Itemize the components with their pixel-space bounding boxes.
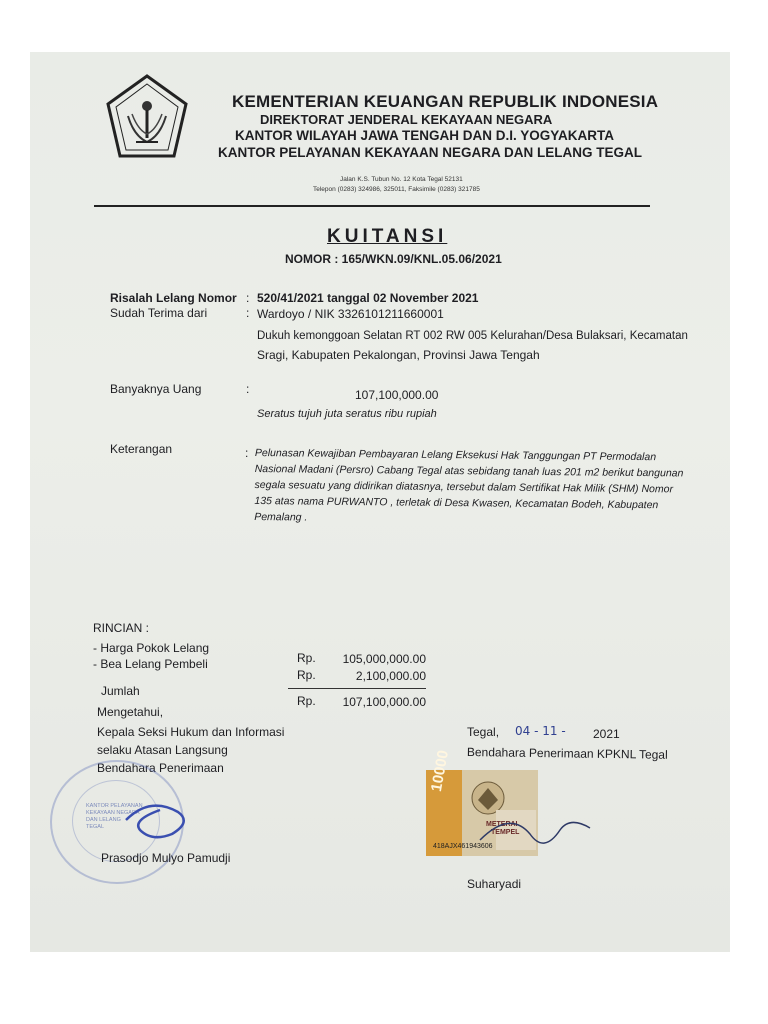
materai-serial: 418AJX461943606 [433, 843, 493, 850]
stamp-line: KANTOR PELAYANAN [86, 803, 143, 809]
rincian-item1-value: 105,000,000.00 [342, 652, 426, 666]
right-signature-scribble [470, 800, 600, 864]
amount-label: Banyaknya Uang [110, 382, 202, 396]
rincian-item1-label: - Harga Pokok Lelang [93, 641, 210, 655]
note-line: Pemalang . [254, 510, 308, 524]
ministry-emblem-icon [104, 72, 190, 172]
left-signer-position: Kepala Seksi Hukum dan Informasi [97, 725, 285, 739]
right-signer-name: Suharyadi [467, 877, 522, 891]
note-line: segala sesuatu yang didirikan diatasnya, tersebut dalam Sertifikat Hak Milik (SHM) Nomor [254, 478, 674, 496]
left-signer-role: selaku Atasan Langsung [97, 743, 228, 757]
amount-in-words: Seratus tujuh juta seratus ribu rupiah [257, 408, 437, 420]
left-signer-name: Prasodjo Mulyo Pamudji [101, 851, 231, 865]
received-from-label: Sudah Terima dari [110, 306, 208, 320]
receipt-title: KUITANSI [327, 226, 448, 247]
payer-address-line1: Dukuh kemonggoan Selatan RT 002 RW 005 Kelurahan/Desa Bulaksari, Kecamatan [257, 330, 688, 342]
left-signer-role2: Bendahara Penerimaan [97, 761, 224, 775]
handwritten-date: 04 - 11 - [515, 724, 566, 738]
header-ministry: KEMENTERIAN KEUANGAN REPUBLIK INDONESIA [232, 92, 659, 111]
left-signature-scribble [120, 790, 200, 850]
risalah-value: 520/41/2021 tanggal 02 November 2021 [257, 291, 479, 305]
materai-label1: METERAI [486, 821, 518, 828]
note-text [254, 445, 697, 530]
rincian-label: RINCIAN : [93, 621, 150, 635]
rincian-item2-label: - Bea Lelang Pembeli [93, 657, 208, 671]
note-label: Keterangan [110, 442, 173, 456]
amount-colon: : [246, 382, 250, 396]
header-divider [94, 205, 650, 207]
header-directorate: DIREKTORAT JENDERAL KEKAYAAN NEGARA [260, 112, 553, 127]
header-phone: Telepon (0283) 324986, 325011, Faksimile (0283) 321785 [313, 186, 480, 193]
rincian-total-value: 107,100,000.00 [342, 695, 426, 709]
amount-value: 107,100,000.00 [355, 388, 439, 402]
materai-label2: TEMPEL [491, 829, 520, 836]
place-label: Tegal, [467, 725, 500, 739]
note-line: Nasional Madani (Persro) Cabang Tegal atas sebidang tanah luas 201 m2 berikut bangunan [254, 462, 684, 480]
receipt-number: NOMOR : 165/WKN.09/KNL.05.06/2021 [285, 252, 502, 266]
rincian-item1-currency: Rp. [297, 651, 316, 665]
stamp-line: DAN LELANG [86, 817, 121, 823]
rincian-item2-value: 2,100,000.00 [355, 669, 426, 683]
payer-address-line2: Sragi, Kabupaten Pekalongan, Provinsi Jawa Tengah [257, 348, 540, 362]
rincian-total-currency: Rp. [297, 694, 316, 708]
note-line: 135 atas nama PURWANTO , terletak di Desa Kwasen, Kecamatan Bodeh, Kabupaten [254, 494, 659, 512]
header-service-office: KANTOR PELAYANAN KEKAYAAN NEGARA DAN LELANG TEGAL [218, 145, 643, 160]
materai-value: 10000 [428, 748, 452, 793]
risalah-colon: : [246, 291, 250, 305]
sum-divider [288, 688, 426, 689]
acknowledged-label: Mengetahui, [97, 705, 164, 719]
right-signer-position: Bendahara Penerimaan KPKNL Tegal [466, 745, 668, 762]
date-year: 2021 [593, 727, 620, 741]
note-line: Pelunasan Kewajiban Pembayaran Lelang Eksekusi Hak Tanggungan PT Permodalan [254, 446, 657, 464]
rincian-total-label: Jumlah [101, 684, 140, 698]
stamp-line: TEGAL [86, 824, 105, 830]
risalah-label: Risalah Lelang Nomor [110, 291, 237, 305]
header-address: Jalan K.S. Tubun No. 12 Kota Tegal 52131 [340, 176, 463, 183]
header-regional-office: KANTOR WILAYAH JAWA TENGAH DAN D.I. YOGYAKARTA [235, 128, 615, 143]
rincian-item2-currency: Rp. [297, 668, 316, 682]
received-colon: : [246, 306, 250, 320]
note-colon: : [245, 446, 249, 460]
received-from-value: Wardoyo / NIK 3326101211660001 [257, 307, 444, 321]
stamp-line: KEKAYAAN NEGARA [86, 810, 140, 816]
